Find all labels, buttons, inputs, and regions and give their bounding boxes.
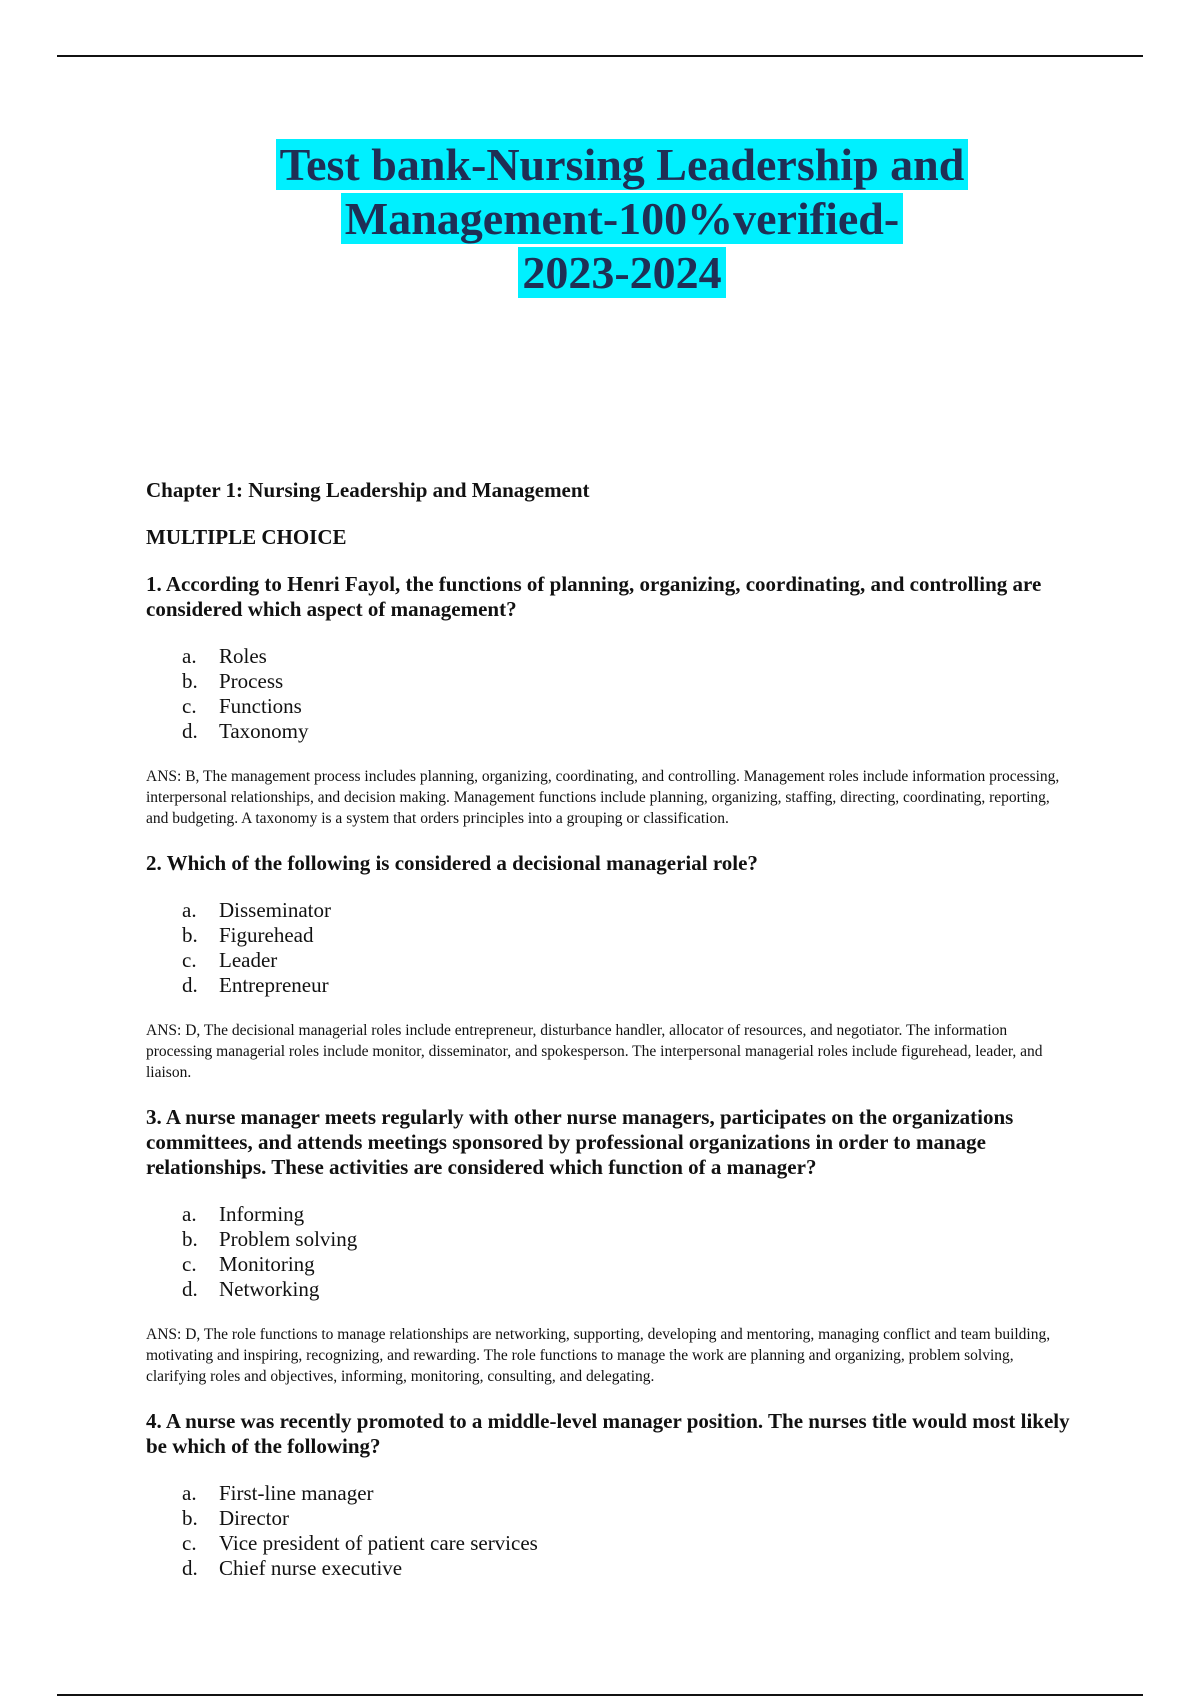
option-letter: c. — [182, 1531, 197, 1555]
question-text: 1. According to Henri Fayol, the functions of planning, organizing, coordinating, and controlling are considered which aspect of management? — [146, 572, 1042, 621]
title-line-3: 2023-2024 — [518, 247, 725, 298]
option-letter: a. — [182, 1481, 197, 1505]
answer-explanation: ANS: D, The decisional managerial roles include entrepreneur, disturbance handler, allocator of resources, and negotiator. The information processing managerial roles include monitor, disseminator, and spokesperson. The interpersonal managerial roles include figurehead, leader, and liaison. — [146, 1022, 1043, 1081]
option-item — [146, 1252, 1076, 1277]
option-text: Functions — [219, 694, 302, 718]
option-list — [146, 898, 1076, 998]
option-item — [146, 1202, 1076, 1227]
option-item — [146, 923, 1076, 948]
title-line-1: Test bank-Nursing Leadership and — [276, 139, 969, 190]
document-body — [146, 478, 1076, 1603]
option-item — [146, 1506, 1076, 1531]
option-item — [146, 694, 1076, 719]
option-text: Monitoring — [219, 1252, 315, 1276]
option-letter: c. — [182, 694, 197, 718]
option-item — [146, 898, 1076, 923]
option-item — [146, 1556, 1076, 1581]
option-letter: b. — [182, 923, 198, 947]
bottom-rule — [57, 1694, 1143, 1696]
question-block — [146, 572, 1076, 829]
option-item — [146, 973, 1076, 998]
question-block — [146, 1105, 1076, 1387]
option-list — [146, 1481, 1076, 1581]
option-text: Figurehead — [219, 923, 314, 947]
option-letter: b. — [182, 1506, 198, 1530]
chapter-heading: Chapter 1: Nursing Leadership and Management — [146, 478, 590, 502]
option-text: Informing — [219, 1202, 305, 1226]
option-letter: d. — [182, 1556, 198, 1580]
option-letter: d. — [182, 973, 198, 997]
option-item — [146, 948, 1076, 973]
option-text: Chief nurse executive — [219, 1556, 403, 1580]
question-block — [146, 1409, 1076, 1581]
option-item — [146, 719, 1076, 744]
option-letter: c. — [182, 948, 197, 972]
option-letter: a. — [182, 898, 197, 922]
option-text: Disseminator — [219, 898, 331, 922]
question-text: 2. Which of the following is considered a decisional managerial role? — [146, 851, 758, 875]
option-letter: d. — [182, 719, 198, 743]
option-text: Networking — [219, 1277, 320, 1301]
question-block — [146, 851, 1076, 1083]
option-list — [146, 644, 1076, 744]
option-letter: b. — [182, 669, 198, 693]
option-text: Roles — [219, 644, 267, 668]
option-item — [146, 1227, 1076, 1252]
question-text: 3. A nurse manager meets regularly with other nurse managers, participates on the organizations committees, and attends meetings sponsored by professional organizations in order to manage relationships. These activities are considered which function of a manager? — [146, 1105, 1014, 1179]
top-rule — [57, 55, 1143, 57]
option-text: First-line manager — [219, 1481, 374, 1505]
answer-explanation: ANS: B, The management process includes planning, organizing, coordinating, and controlling. Management roles include information processing, interpersonal relationships, and decision making. Management functions include planning, organizing, staffing, directing, coordinating, reporting, and budgeting. A taxonomy is a system that orders principles into a grouping or classification. — [146, 768, 1060, 827]
option-list — [146, 1202, 1076, 1302]
section-heading: MULTIPLE CHOICE — [146, 525, 347, 549]
answer-explanation: ANS: D, The role functions to manage relationships are networking, supporting, developing and mentoring, managing conflict and team building, motivating and inspiring, recognizing, and rewarding. The role functions to manage the work are planning and organizing, problem solving, clarifying roles and objectives, informing, monitoring, consulting, and delegating. — [146, 1326, 1051, 1385]
option-text: Problem solving — [219, 1227, 358, 1251]
option-text: Entrepreneur — [219, 973, 329, 997]
option-text: Leader — [219, 948, 278, 972]
question-text: 4. A nurse was recently promoted to a middle-level manager position. The nurses title would most likely be which of the following? — [146, 1409, 1070, 1458]
option-item — [146, 669, 1076, 694]
option-letter: a. — [182, 1202, 197, 1226]
option-letter: d. — [182, 1277, 198, 1301]
option-item — [146, 644, 1076, 669]
option-text: Taxonomy — [219, 719, 309, 743]
option-text: Director — [219, 1506, 289, 1530]
option-letter: c. — [182, 1252, 197, 1276]
option-item — [146, 1277, 1076, 1302]
option-item — [146, 1531, 1076, 1556]
document-title — [0, 138, 1200, 300]
option-letter: b. — [182, 1227, 198, 1251]
option-item — [146, 1481, 1076, 1506]
option-letter: a. — [182, 644, 197, 668]
option-text: Vice president of patient care services — [219, 1531, 538, 1555]
title-line-2: Management-100%verified- — [341, 193, 903, 244]
option-text: Process — [219, 669, 284, 693]
